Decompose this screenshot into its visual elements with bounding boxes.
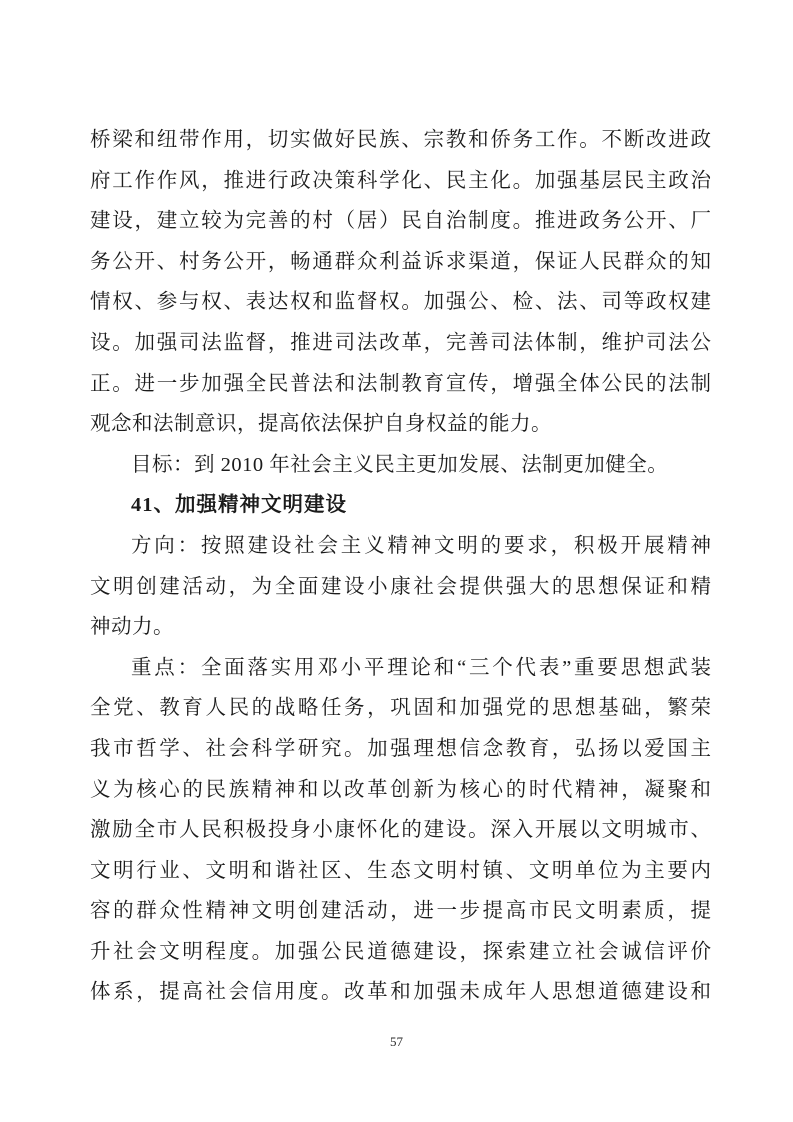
page-number: 57 [390,1034,403,1049]
text-line: 府工作作风，推进行政决策科学化、民主化。加强基层民主政治 [90,169,711,192]
text-line: 观念和法制意识，提高依法保护自身权益的能力。 [90,413,552,436]
text-line: 神动力。 [90,616,174,639]
text-line: 务公开、村务公开，畅通群众利益诉求渠道，保证人民群众的知 [90,250,711,273]
text-line: 升社会文明程度。加强公民道德建设，探索建立社会诚信评价 [90,940,711,963]
text-line: 激励全市人民积极投身小康怀化的建设。深入开展以文明城市、 [90,819,711,842]
text-line: 义为核心的民族精神和以改革创新为核心的时代精神，凝聚和 [90,778,711,801]
text-line: 文明创建活动，为全面建设小康社会提供强大的思想保证和精 [90,575,711,598]
text-line: 情权、参与权、表达权和监督权。加强公、检、法、司等政权建 [90,291,711,314]
text-line: 桥梁和纽带作用，切实做好民族、宗教和侨务工作。不断改进政 [90,129,711,151]
text-line: 设。加强司法监督，推进司法改革，完善司法体制，维护司法公 [90,331,711,354]
section-heading: 41、加强精神文明建设 [131,494,347,517]
text-line: 目标：到 2010 年社会主义民主更加发展、法制更加健全。 [131,453,669,476]
document-body [90,120,711,1013]
text-line: 正。进一步加强全民普法和法制教育宣传，增强全体公民的法制 [90,372,711,395]
text-line: 重点：全面落实用邓小平理论和“三个代表”重要思想武装 [131,656,711,679]
text-line: 全党、教育人民的战略任务，巩固和加强党的思想基础，繁荣 [90,697,711,720]
text-line: 建设，建立较为完善的村（居）民自治制度。推进政务公开、厂 [90,210,711,233]
text-line: 方向：按照建设社会主义精神文明的要求，积极开展精神 [131,534,711,557]
text-line: 我市哲学、社会科学研究。加强理想信念教育，弘扬以爱国主 [90,737,711,760]
text-line: 体系，提高社会信用度。改革和加强未成年人思想道德建设和 [90,981,711,1004]
text-line: 文明行业、文明和谐社区、生态文明村镇、文明单位为主要内 [90,859,711,882]
text-line: 容的群众性精神文明创建活动，进一步提高市民文明素质，提 [90,900,711,923]
